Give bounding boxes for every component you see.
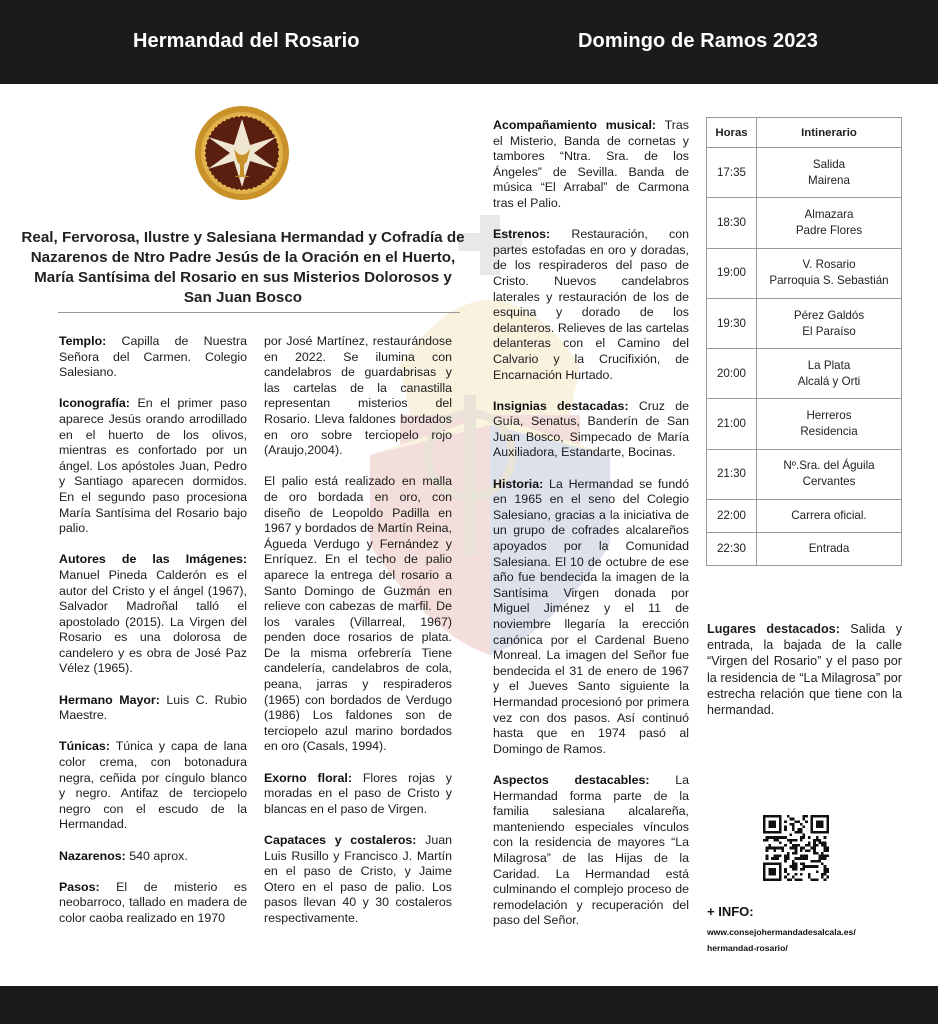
itinerary-place-line-2: Residencia <box>800 425 858 439</box>
itinerary-row <box>707 500 902 533</box>
section-templo: Templo: Capilla de Nuestra Señora del Carmen. Colegio Salesiano. <box>59 334 247 380</box>
brotherhood-name: Hermandad del Rosario <box>133 30 360 52</box>
itinerary-place-line-1: Herreros <box>806 409 852 423</box>
itinerary-place <box>757 248 902 298</box>
section-hermano-mayor: Hermano Mayor: Luis C. Rubio Maestre. <box>59 692 247 723</box>
itinerary-place <box>757 198 902 248</box>
section-lugares-destacados: Lugares destacados: Salida y entrada, la bajada de la calle “Virgen del Rosario” y el paso por la residencia de “La Milagrosa” por estrecha relación que tiene con la hermandad. <box>707 622 902 718</box>
section-tunicas: Túnicas: Túnica y capa de lana color crema, con botonadura negra, ceñida por cíngulo blanco y negro. Antifaz de terciopelo negro con el escudo de la Hermandad. <box>59 739 247 832</box>
cross-emblem-icon <box>194 105 290 201</box>
itinerary-place-line-2: Cervantes <box>802 475 856 489</box>
itinerary-body <box>707 148 902 566</box>
itinerary-place <box>757 449 902 499</box>
section-palio: El palio está realizado en malla de oro bordada en oro, con diseño de Leopoldo Padilla en 1967 y bordados de Martín Reina, Águeda Verdugo y Fernández y Enríquez. En el techo de palio aparece la entrega del rosario a Santo Domingo de Guzmán en relieve con cabezas de marfil. De los varales (Villarreal, 1967) penden doce rosarios de plata. De la misma orfebrería Tiene candelería, candelabros de cola, peana, jarras y respiraderos (1965) con bordados de Verdugo (1986) Los faldones son de terciopelo azul marino bordados en oro (Casals, 1994). <box>264 474 452 754</box>
col-header-itinerario: Intinerario <box>757 118 902 148</box>
section-acompanamiento: Acompañamiento musical: Tras el Misterio, Banda de cornetas y tambores “Ntra. Sra. de los Ángeles” de Sevilla. Banda de música “El Arrabal” de Carmona tras el Palio. <box>493 118 689 210</box>
itinerary-time: 17:35 <box>707 148 757 198</box>
info-url-line-1[interactable]: www.consejohermandadesalcala.es/ <box>707 927 856 937</box>
itinerary-place-line-1: Pérez Galdós <box>793 308 865 322</box>
itinerary-row <box>707 399 902 449</box>
column-2 <box>264 334 452 942</box>
itinerary-place-line-2: El Paraíso <box>802 324 856 338</box>
info-label: + INFO: <box>707 904 754 919</box>
section-aspectos: Aspectos destacables: La Hermandad forma parte de la familia salesiana alcalareña, manteniendo especiales vínculos con la residencia de mayores “La Milagrosa” de las Hijas de la Caridad. La Hermandad está culminando el complejo proceso de remodelación y recuperación del paso del Señor. <box>493 772 689 928</box>
itinerary-row <box>707 298 902 348</box>
itinerary-time: 19:00 <box>707 248 757 298</box>
itinerary-time: 22:00 <box>707 500 757 533</box>
itinerary-place-line-1: Salida <box>812 157 846 171</box>
itinerary-time: 20:00 <box>707 349 757 399</box>
divider <box>58 312 460 313</box>
itinerary-place-line-2: Mairena <box>808 173 850 187</box>
header-bar <box>0 0 938 84</box>
section-exorno-floral: Exorno floral: Flores rojas y moradas en el paso de Cristo y blancas en el paso de Virgen. <box>264 770 453 816</box>
itinerary-place <box>757 298 902 348</box>
itinerary-row <box>707 349 902 399</box>
section-estrenos: Estrenos: Restauración, con partes estofadas en oro y doradas, de los respiraderos del paso de Cristo. Nuevos candelabros laterales y restauración de los de esquina y dorado de los delanteros. Relieves de las cartelas delanteras con el Camino del Calvario y la Crucifixión, de Encarnación Hurtado. <box>493 227 689 382</box>
itinerary-time: 22:30 <box>707 533 757 566</box>
itinerary-header-row <box>707 118 902 148</box>
itinerary-time: 21:30 <box>707 449 757 499</box>
itinerary-time: 18:30 <box>707 198 757 248</box>
itinerary-row <box>707 198 902 248</box>
itinerary-place-line-1: Entrada <box>808 542 850 556</box>
section-historia: Historia: La Hermandad se fundó en 1965 en el seno del Colegio Salesiano, gracias a la iniciativa de un grupo de cofrades alcalareños apoyados por la Comunidad Salesiana. El 10 de octubre de ese año fue bendecida la imagen de la Santísima Virgen donada por Miguel Jiménez y el 11 de noviembre llegaría la erección canónica por el Cardenal Bueno Monreal. La imagen del Señor fue bendecida el 31 de enero de 1967 y el Jueves Santo siguiente la Hermandad procesionó por primera vez con dos pasos. Así continuó hasta que en 1974 pasó al Domingo de Ramos. <box>493 476 689 756</box>
qr-code-icon[interactable] <box>763 815 829 881</box>
itinerary-row <box>707 449 902 499</box>
itinerary-place <box>757 399 902 449</box>
event-title: Domingo de Ramos 2023 <box>578 30 818 52</box>
section-iconografia: Iconografía: En el primer paso aparece Jesús orando arrodillado en el huerto de los olivos, mientras es confortado por un ángel. Los apóstoles Juan, Pedro y Santiago aparecen dormidos. En el segundo paso procesiona María Santísima del Rosario bajo palio. <box>59 396 247 536</box>
section-pasos: Pasos: El de misterio es neobarroco, tallado en madera de color caoba realizado en 1970 <box>59 879 247 925</box>
itinerary-place-line-2: Padre Flores <box>795 223 863 237</box>
itinerary-place-line-2: Alcalá y Orti <box>797 374 861 388</box>
section-nazarenos: Nazarenos: 540 aprox. <box>59 848 188 863</box>
itinerary-row <box>707 148 902 198</box>
info-url-line-2[interactable]: hermandad-rosario/ <box>707 943 788 953</box>
column-3 <box>493 118 689 944</box>
organization-full-name: Real, Fervorosa, Ilustre y Salesiana Hermandad y Cofradía de Nazarenos de Ntro Padre Jesús de la Oración en el Huerto, María Santísima del Rosario en sus Misterios Dolorosos y San Juan Bosco <box>21 229 465 306</box>
itinerary-row <box>707 533 902 566</box>
col-header-horas: Horas <box>707 118 757 148</box>
section-insignias: Insignias destacadas: Cruz de Guía, Senatus, Banderín de San Juan Bosco, Simpecado de María Auxiliadora, Estandarte, Bocinas. <box>493 398 689 460</box>
itinerary-row <box>707 248 902 298</box>
section-capataces: Capataces y costaleros: Juan Luis Rusillo y Francisco J. Martín en el paso de Cristo, y Jaime Otero en el paso de palio. Los pasos llevan 40 y 30 costaleros respectivamente. <box>264 833 452 925</box>
itinerary-place <box>757 500 902 533</box>
itinerary-place-line-1: Nº.Sra. del Águila <box>783 459 875 473</box>
itinerary-place-line-1: La Plata <box>807 358 851 372</box>
itinerary-place-line-1: Carrera oficial. <box>791 509 867 523</box>
itinerary-table <box>706 117 902 566</box>
itinerary-place-line-2: Parroquia S. Sebastián <box>769 274 889 288</box>
section-autores: Autores de las Imágenes: Manuel Pineda Calderón es el autor del Cristo y el ángel (1967), Salvador Madroñal talló el apostolado (2015). La Virgen del Rosario es una dolorosa de candelero y es obra de José Paz Vélez (1965). <box>59 552 247 676</box>
itinerary-place <box>757 148 902 198</box>
itinerary-place-line-1: V. Rosario <box>802 258 856 272</box>
itinerary-place <box>757 533 902 566</box>
itinerary-time: 21:00 <box>707 399 757 449</box>
itinerary-place-line-1: Almazara <box>804 207 854 221</box>
itinerary-place <box>757 349 902 399</box>
section-pasos-continued: por José Martínez, restaurándose en 2022. Se ilumina con candelabros de guardabrisas y las cartelas de la canastilla representan misterios del Rosario. Lleva faldones bordados en oro sobre terciopelo rojo (Araujo,2004). <box>264 334 452 458</box>
footer-bar <box>0 986 938 1024</box>
info-link[interactable] <box>707 924 856 956</box>
itinerary-time: 19:30 <box>707 298 757 348</box>
column-1 <box>59 334 247 942</box>
